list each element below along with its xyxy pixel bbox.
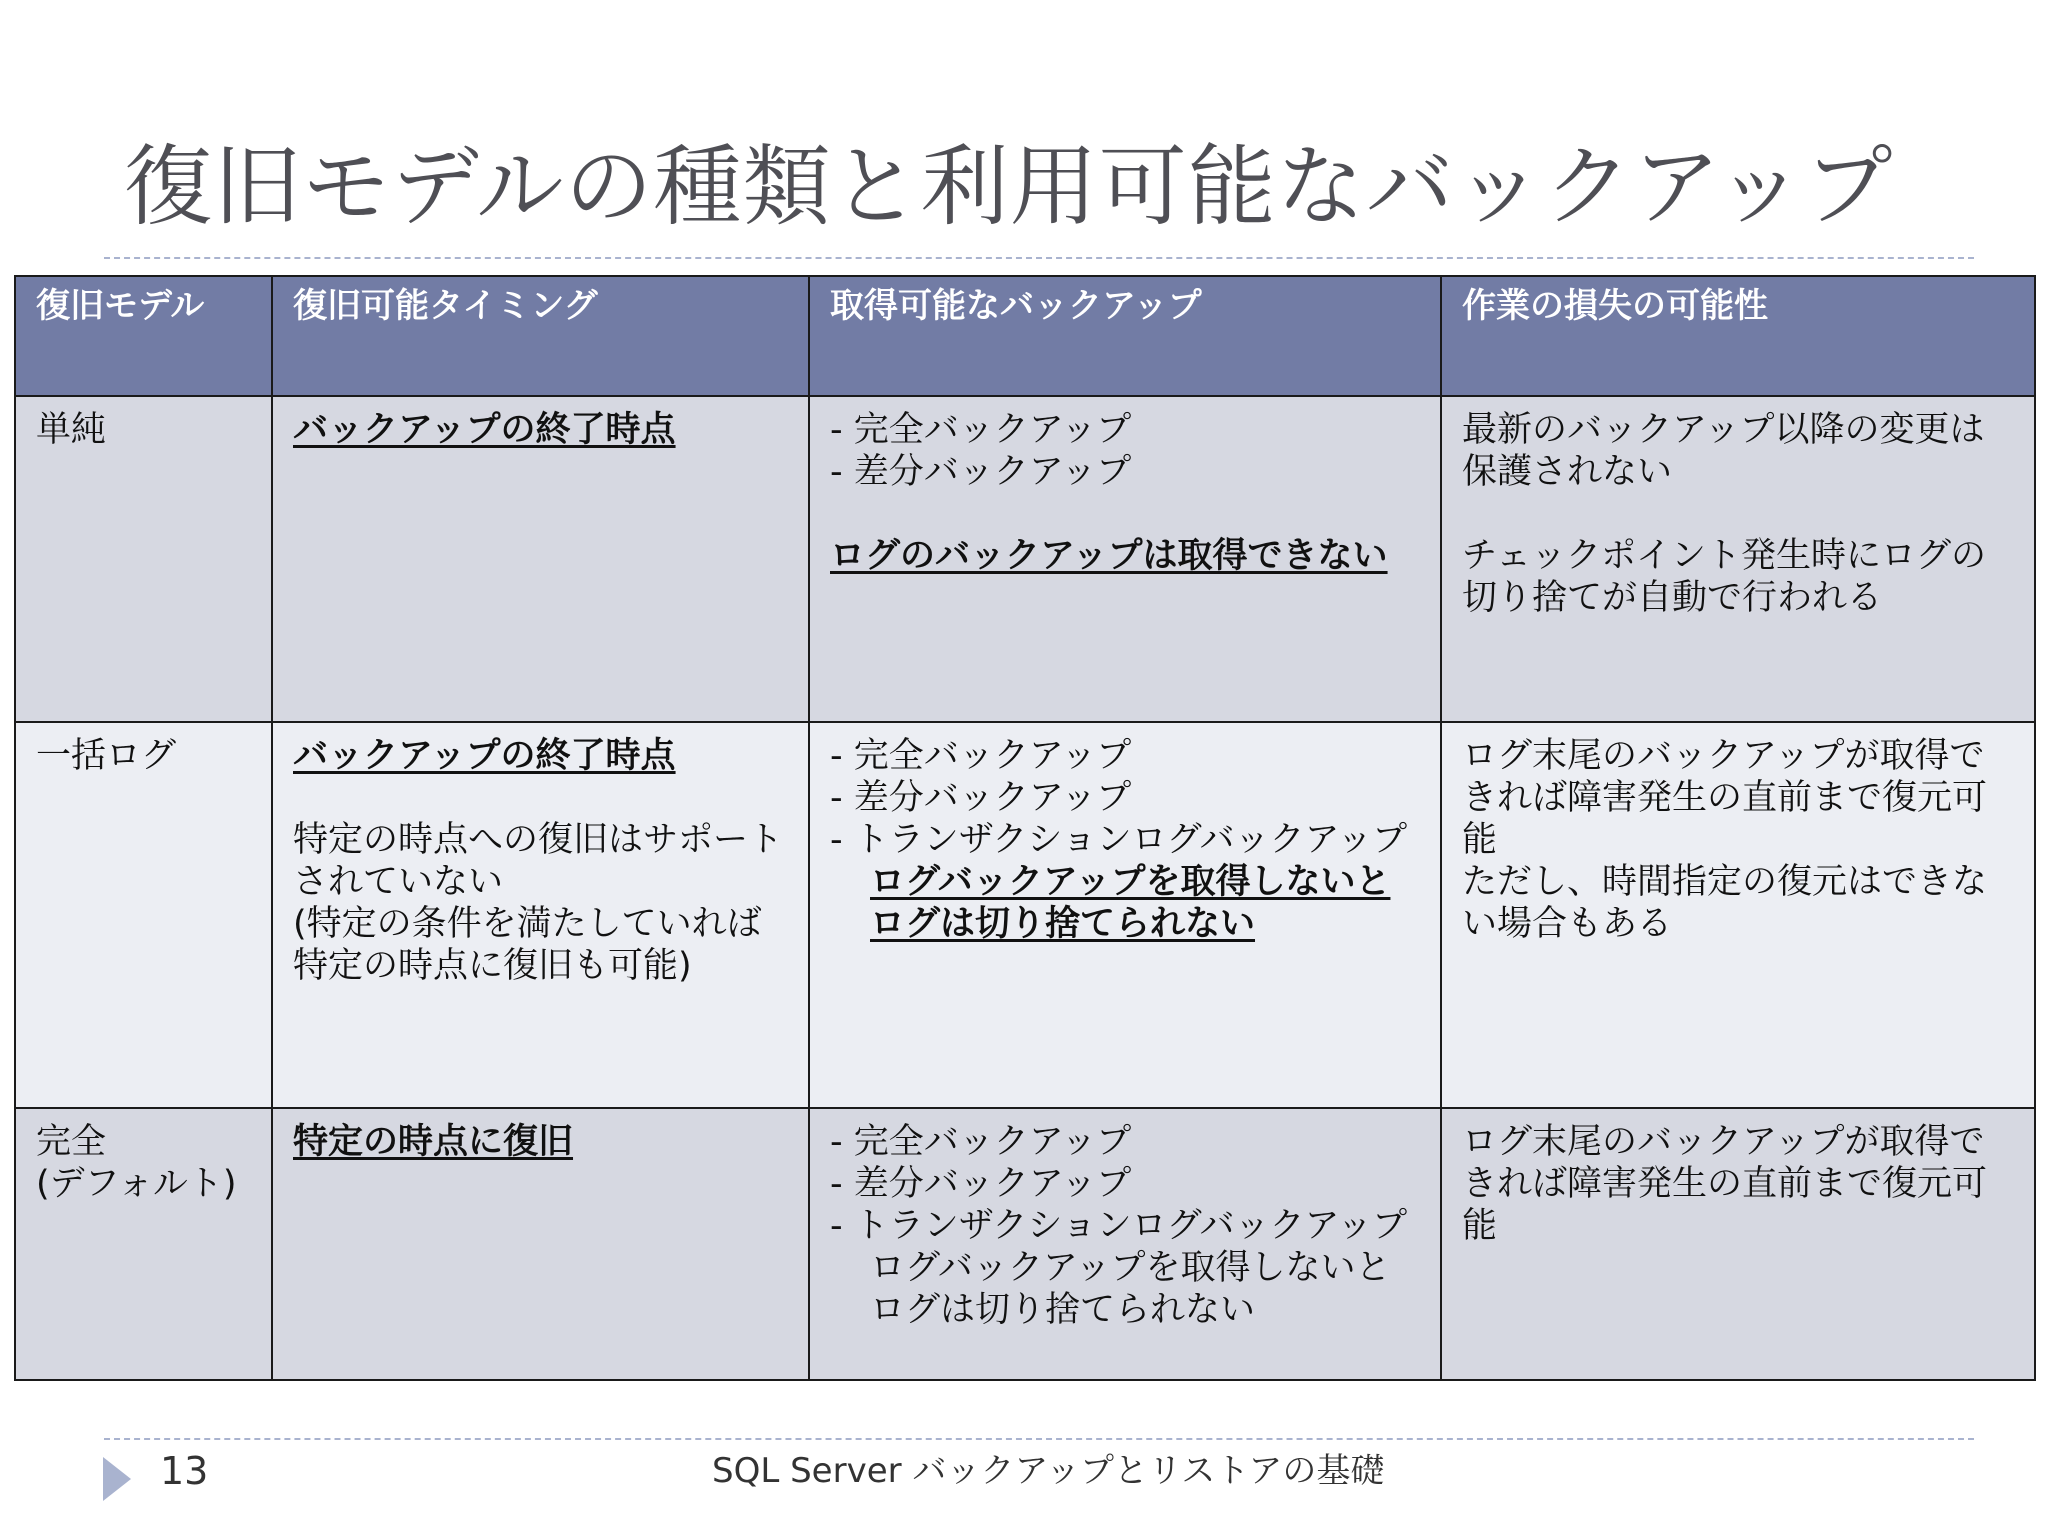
- model-name: 完全: [36, 1122, 107, 1162]
- loss-text: チェックポイント発生時にログの切り捨てが自動で行われる: [1462, 536, 1986, 618]
- title-divider: [104, 257, 1974, 259]
- loss-text: ログ末尾のバックアップが取得できれば障害発生の直前まで復元可能: [1462, 1122, 1988, 1246]
- header-work-loss: 作業の損失の可能性: [1441, 276, 2035, 396]
- header-recovery-model: 復旧モデル: [15, 276, 272, 396]
- timing-emphasis: バックアップの終了時点: [293, 410, 676, 450]
- model-name: 一括ログ: [36, 736, 177, 776]
- table-row-simple: [15, 396, 2035, 722]
- header-available-backups: 取得可能なバックアップ: [809, 276, 1441, 396]
- model-default-label: (デフォルト): [36, 1164, 237, 1204]
- loss-text: ログ末尾のバックアップが取得できれば障害発生の直前まで復元可能: [1462, 736, 1988, 860]
- cell-loss-full: [1441, 1108, 2035, 1380]
- backup-note-emphasis: ログのバックアップは取得できない: [830, 536, 1388, 576]
- cell-model-bulk-logged: [15, 722, 272, 1108]
- slide-title: 復旧モデルの種類と利用可能なバックアップ: [124, 135, 1894, 238]
- cell-backups-full: [809, 1108, 1441, 1380]
- recovery-model-table: [14, 275, 2036, 1381]
- cell-backups-bulk-logged: [809, 722, 1441, 1108]
- triangle-bullet-icon: [103, 1457, 131, 1501]
- backup-item: - トランザクションログバックアップ: [830, 1206, 1408, 1246]
- backup-note: ログは切り捨てられない: [870, 1290, 1256, 1330]
- cell-timing-full: [272, 1108, 809, 1380]
- backup-item: - 完全バックアップ: [830, 736, 1132, 776]
- footer-divider: [104, 1438, 1974, 1440]
- table-header-row: [15, 276, 2035, 396]
- footer-title: SQL Server バックアップとリストアの基礎: [712, 1451, 1385, 1491]
- model-name: 単純: [36, 410, 107, 450]
- table-row-full: [15, 1108, 2035, 1380]
- backup-item: - 差分バックアップ: [830, 452, 1132, 492]
- timing-emphasis: バックアップの終了時点: [293, 736, 676, 776]
- cell-loss-bulk-logged: [1441, 722, 2035, 1108]
- loss-text: 最新のバックアップ以降の変更は保護されない: [1462, 410, 1985, 492]
- cell-model-full: [15, 1108, 272, 1380]
- table-row-bulk-logged: [15, 722, 2035, 1108]
- backup-item: - トランザクションログバックアップ: [830, 820, 1408, 860]
- timing-emphasis: 特定の時点に復旧: [293, 1122, 574, 1162]
- cell-model-simple: [15, 396, 272, 722]
- timing-note: 特定の時点への復旧はサポートされていない: [293, 820, 784, 902]
- cell-loss-simple: [1441, 396, 2035, 722]
- timing-note: (特定の条件を満たしていれば特定の時点に復旧も可能): [293, 904, 762, 986]
- loss-text: ただし、時間指定の復元はできない場合もある: [1462, 862, 1988, 944]
- cell-timing-simple: [272, 396, 809, 722]
- backup-note: ログバックアップを取得しないと: [870, 1248, 1391, 1288]
- page-number: 13: [160, 1449, 209, 1493]
- backup-item: - 差分バックアップ: [830, 778, 1132, 818]
- backup-note-emphasis: ログは切り捨てられない: [870, 904, 1256, 944]
- backup-item: - 完全バックアップ: [830, 410, 1132, 450]
- cell-timing-bulk-logged: [272, 722, 809, 1108]
- backup-note-emphasis: ログバックアップを取得しないと: [870, 862, 1391, 902]
- backup-item: - 差分バックアップ: [830, 1164, 1132, 1204]
- backup-item: - 完全バックアップ: [830, 1122, 1132, 1162]
- header-recovery-timing: 復旧可能タイミング: [272, 276, 809, 396]
- cell-backups-simple: [809, 396, 1441, 722]
